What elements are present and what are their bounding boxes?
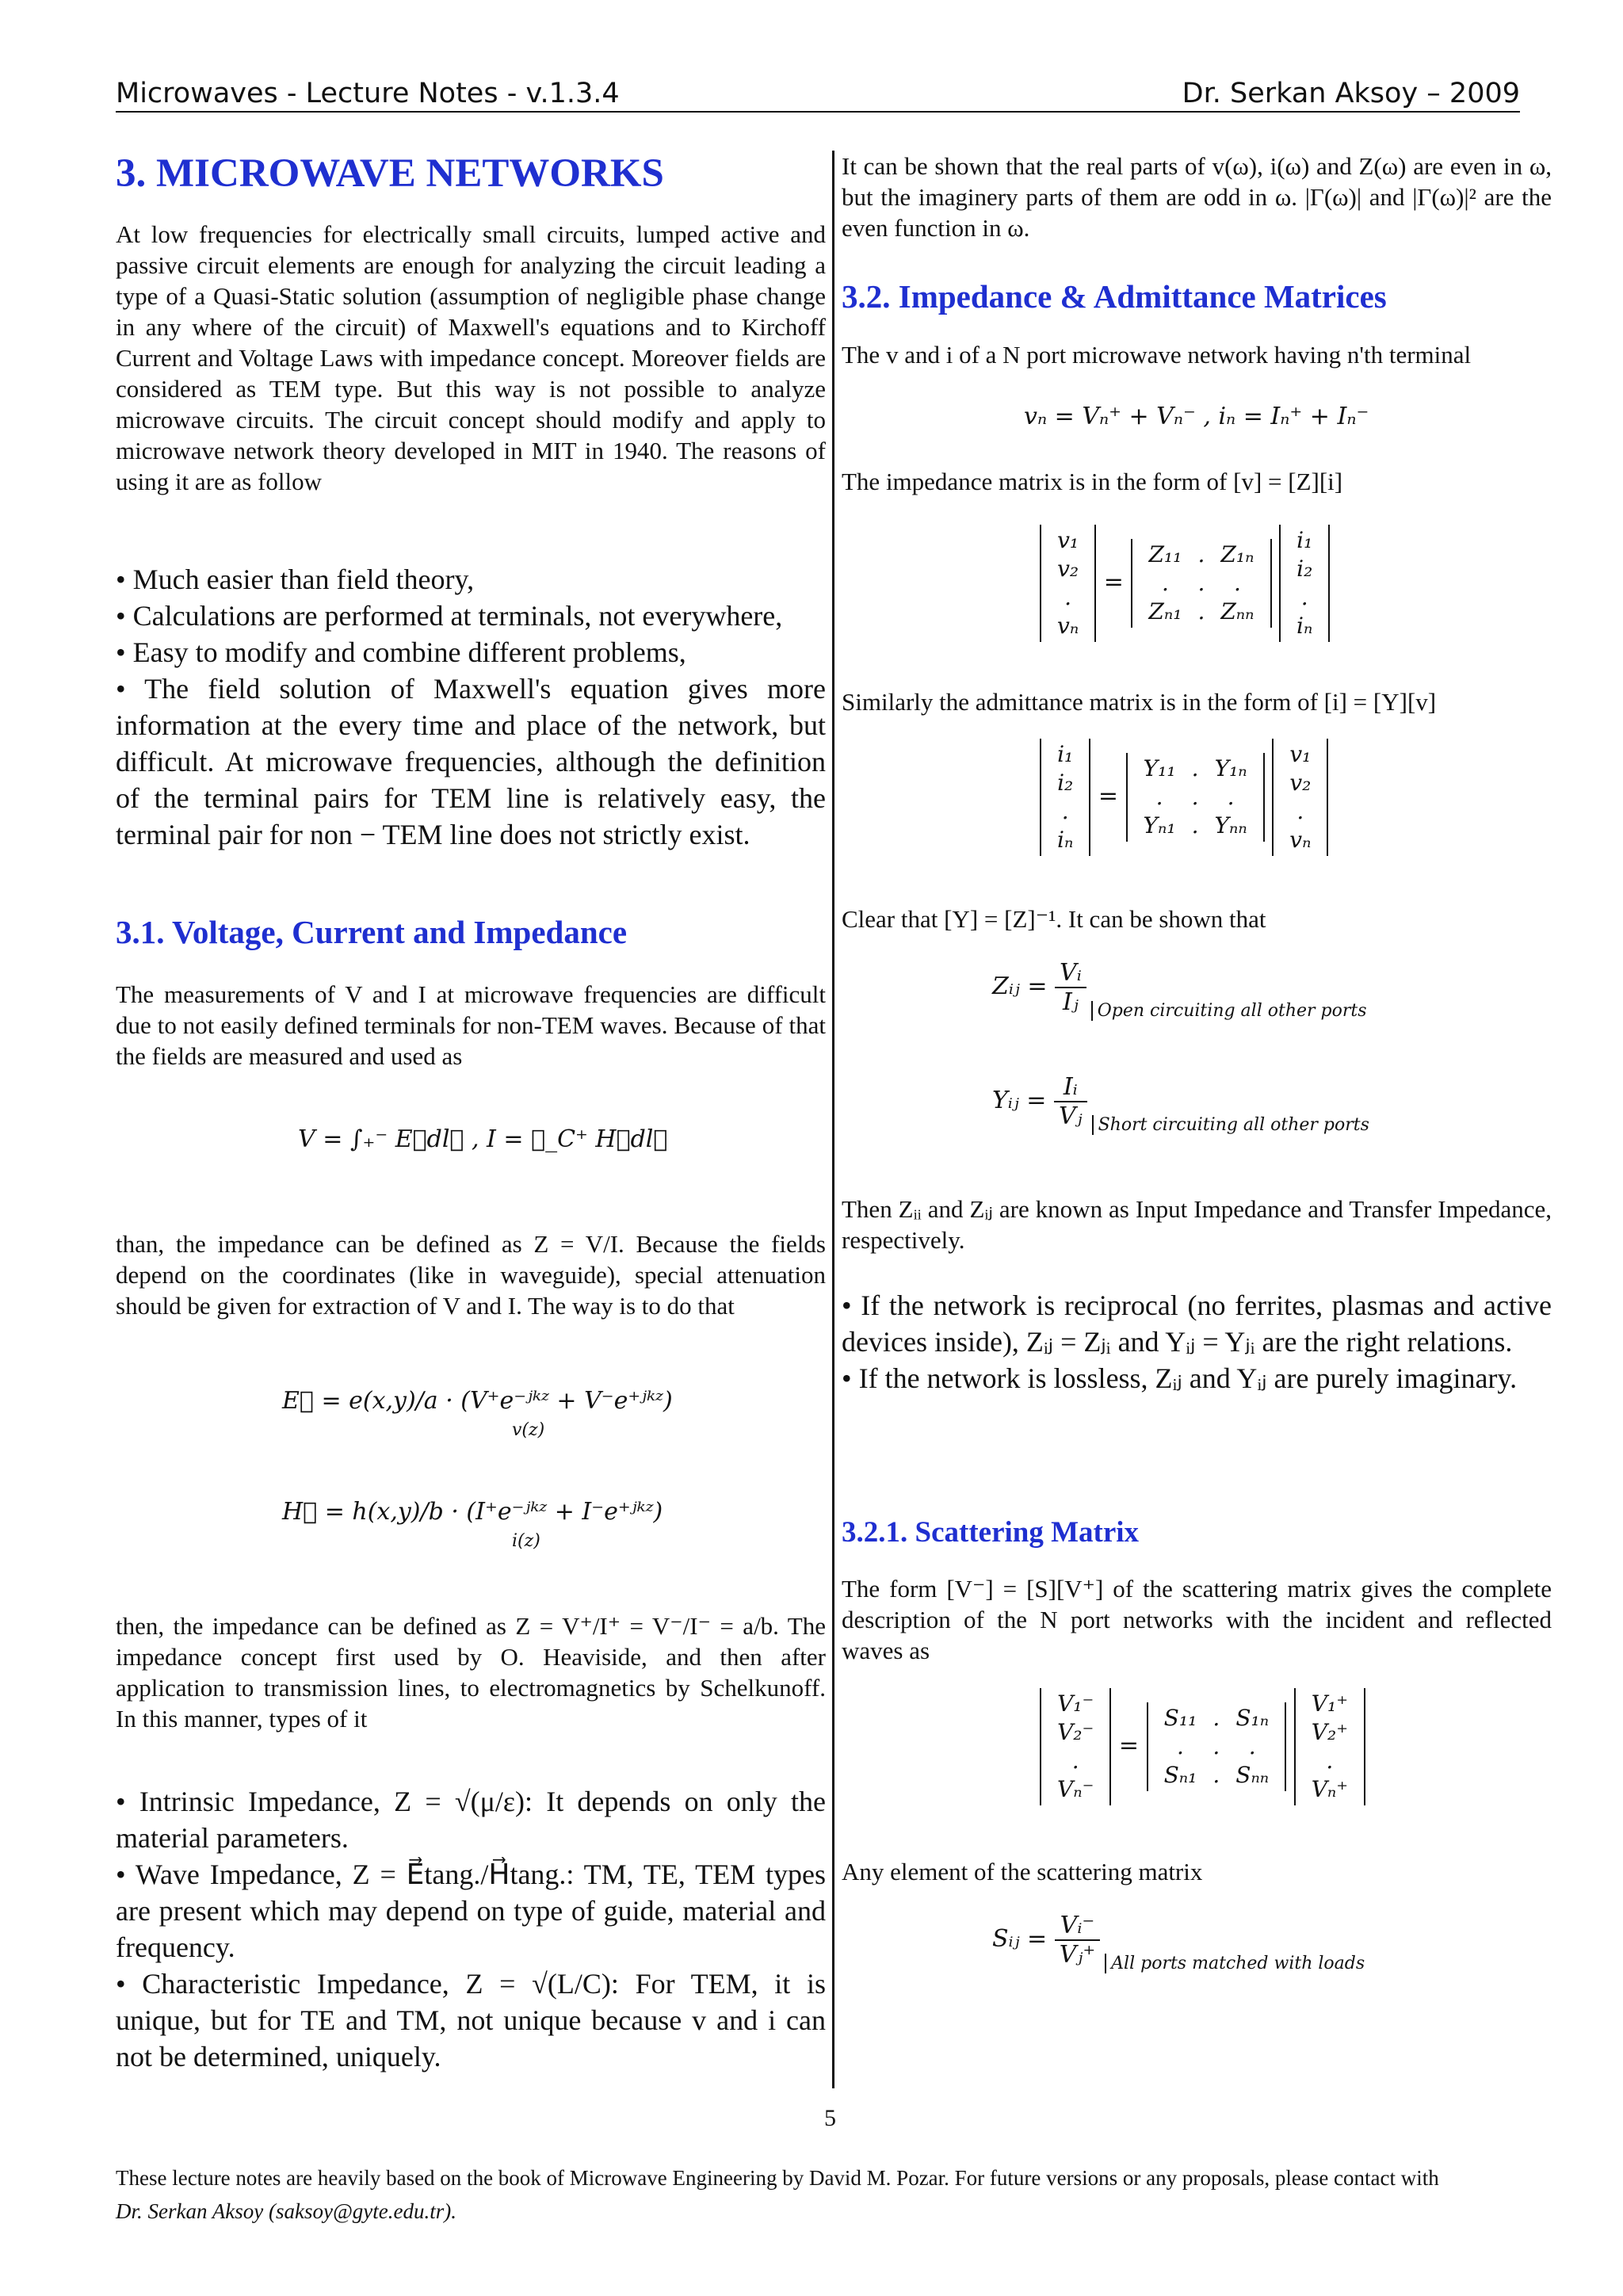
matrix-cell: S₁₁	[1163, 1705, 1197, 1731]
reasons-list	[116, 561, 826, 853]
fraction	[1055, 1912, 1100, 1969]
condition-label: Open circuiting all other ports	[1091, 1001, 1367, 1021]
list-item: • Calculations are performed at terminals, not everywhere,	[116, 600, 783, 632]
denominator: Iⱼ	[1062, 988, 1079, 1016]
matrix-rhs	[1272, 739, 1328, 856]
matrix-cell: .	[1233, 570, 1241, 596]
matrix-rhs	[1294, 1688, 1365, 1805]
matrix-cell: iₙ	[1057, 827, 1074, 853]
section-3-2-paragraph-3: Similarly the admittance matrix is in the form of [i] = [Y][v]	[842, 688, 1437, 716]
numerator: Vᵢ	[1055, 959, 1086, 988]
section-3-1-paragraph-1: The measurements of V and I at microwave frequencies are difficult due to not easily defined terminals for non-TEM waves. Because of that the fields are measured and used as	[116, 980, 826, 1070]
fraction	[1055, 959, 1086, 1016]
matrix-cell: Z₁₁	[1148, 541, 1182, 567]
section-3-2-paragraph-1: The v and i of a N port microwave network having n'th terminal	[842, 341, 1472, 369]
list-item: • Easy to modify and combine different problems,	[116, 636, 686, 668]
equation-port-quantities: vₙ = Vₙ⁺ + Vₙ⁻ , iₙ = Iₙ⁺ + Iₙ⁻	[1024, 403, 1369, 430]
matrix-cell: .	[1296, 798, 1304, 824]
matrix-cell: v₂	[1057, 556, 1079, 582]
equation-lhs: Yᵢⱼ =	[992, 1087, 1047, 1114]
parity-paragraph: It can be shown that the real parts of v(ω), i(ω) and Z(ω) are even in ω, but the imaginery parts of them are odd in ω. |Γ(ω)| and |Γ(ω)|² are the even function in ω.	[842, 152, 1552, 242]
matrix-cell: V₁⁺	[1311, 1690, 1348, 1717]
matrix-rhs	[1279, 525, 1330, 642]
matrix-cell: v₁	[1057, 527, 1079, 553]
matrix-cell: Y₁ₙ	[1214, 755, 1247, 781]
section-3-2-title: 3.2. Impedance & Admittance Matrices	[842, 278, 1387, 315]
matrix-cell: .	[1064, 584, 1072, 610]
matrix-body	[1131, 539, 1271, 628]
list-item: • The field solution of Maxwell's equation gives more information at the every time and place of the network, but difficult. At microwave frequencies, although the definition of the terminal pairs for TEM line is relatively easy, the terminal pair for non − TEM line does not strictly exist.	[116, 673, 826, 850]
matrix-cell: v₂	[1289, 770, 1312, 796]
matrix-cell: .	[1227, 784, 1235, 810]
matrix-cell: V₂⁺	[1311, 1719, 1348, 1745]
equation-electric-field: E⃗ = e(x,y)/a · (V⁺e⁻ʲᵏᶻ + V⁻e⁺ʲᵏᶻ)	[282, 1387, 673, 1415]
matrix-cell: S₁ₙ	[1235, 1705, 1270, 1731]
page-footer	[116, 2161, 1520, 2228]
page-header	[116, 76, 1520, 113]
matrix-lhs	[1040, 525, 1096, 642]
denominator: Vⱼ	[1058, 1102, 1083, 1130]
matrix-cell: .	[1197, 541, 1205, 567]
matrix-cell: .	[1071, 1748, 1079, 1774]
matrix-cell: Sₙ₁	[1163, 1762, 1197, 1788]
matrix-cell: Vₙ⁻	[1057, 1776, 1094, 1802]
impedance-types-list	[116, 1783, 826, 2075]
section-3-2-1-title: 3.2.1. Scattering Matrix	[842, 1516, 1140, 1549]
numerator: Iᵢ	[1054, 1073, 1087, 1102]
impedance-matrix-equation: v₁ v₂ . vₙ = Z₁₁ . Z₁ₙ . . . Zₙ₁ . Zₙₙ i₁ i₂ . iₙ	[1040, 525, 1330, 642]
matrix-cell: .	[1212, 1705, 1220, 1731]
equation-voltage-current: V = ∫₊⁻ E⃗dl⃗ , I = ∮_C⁺ H⃗dl⃗	[298, 1125, 668, 1153]
equation-electric-field-underbrace: v(z)	[512, 1420, 545, 1440]
matrix-cell: Sₙₙ	[1235, 1762, 1270, 1788]
matrix-cell: Zₙₙ	[1220, 598, 1254, 625]
matrix-cell: .	[1197, 598, 1205, 625]
matrix-cell: .	[1300, 584, 1308, 610]
matrix-body	[1126, 753, 1265, 842]
matrix-cell: vₙ	[1289, 827, 1312, 853]
matrix-cell: i₂	[1057, 770, 1074, 796]
footer-line-2: Dr. Serkan Aksoy (saksoy@gyte.edu.tr).	[116, 2199, 456, 2223]
footer-line-1: These lecture notes are heavily based on the book of Microwave Engineering by David M. Pozar. For future versions or any proposals, please contact with	[116, 2166, 1439, 2190]
equation-z-ij	[992, 959, 1367, 1023]
matrix-cell: .	[1212, 1733, 1220, 1759]
scattering-matrix-equation: V₁⁻ V₂⁻ . Vₙ⁻ = S₁₁ . S₁ₙ . . . Sₙ₁ . Sₙₙ V₁⁺ V₂⁺ . Vₙ⁺	[1040, 1688, 1365, 1805]
equation-lhs: Sᵢⱼ =	[992, 1925, 1048, 1953]
matrix-cell: Zₙ₁	[1148, 598, 1182, 625]
matrix-cell: Z₁ₙ	[1220, 541, 1254, 567]
matrix-cell: Vₙ⁺	[1311, 1776, 1349, 1802]
section-3-2-1-paragraph-1: The form [V⁻] = [S][V⁺] of the scattering matrix gives the complete description of the N port networks with the incident and reflected waves as	[842, 1575, 1552, 1664]
matrix-cell: V₂⁻	[1057, 1719, 1094, 1745]
header-left: Microwaves - Lecture Notes - v.1.3.4	[116, 78, 620, 109]
network-properties-list	[842, 1287, 1552, 1396]
matrix-cell: vₙ	[1057, 613, 1079, 639]
matrix-cell: Yₙ₁	[1143, 812, 1176, 839]
matrix-cell: .	[1212, 1762, 1220, 1788]
list-item: • Characteristic Impedance, Z = √(L/C): For TEM, it is unique, but for TE and TM, not unique because v and i can not be determined, uniquely.	[116, 1968, 826, 2073]
equation-s-ij	[992, 1912, 1365, 1976]
list-item: • If the network is lossless, Zᵢⱼ and Yᵢⱼ are purely imaginary.	[842, 1362, 1518, 1394]
column-divider	[832, 151, 834, 2088]
denominator: Vⱼ⁺	[1059, 1941, 1096, 1969]
section-3-2-1-paragraph-2: Any element of the scattering matrix	[842, 1858, 1203, 1885]
matrix-cell: .	[1177, 1733, 1184, 1759]
numerator: Vᵢ⁻	[1055, 1912, 1100, 1941]
equation-y-ij	[992, 1073, 1369, 1137]
matrix-cell: v₁	[1289, 741, 1312, 767]
matrix-lhs	[1040, 1688, 1111, 1805]
section-3-1-paragraph-2: than, the impedance can be defined as Z = V/I. Because the fields depend on the coordinates (like in waveguide), special attenuation should be given for extraction of V and I. The way is to do that	[116, 1230, 826, 1320]
matrix-cell: i₁	[1296, 527, 1313, 553]
matrix-cell: Yₙₙ	[1214, 812, 1247, 839]
matrix-cell: V₁⁻	[1057, 1690, 1094, 1717]
chapter-title: 3. MICROWAVE NETWORKS	[116, 151, 664, 196]
matrix-cell: .	[1155, 784, 1163, 810]
fraction	[1054, 1073, 1087, 1130]
equation-magnetic-field: H⃗ = h(x,y)/b · (I⁺e⁻ʲᵏᶻ + I⁻e⁺ʲᵏᶻ)	[282, 1498, 663, 1526]
list-item: • Intrinsic Impedance, Z = √(μ/ε): It depends on only the material parameters.	[116, 1786, 826, 1854]
section-3-1-title: 3.1. Voltage, Current and Impedance	[116, 914, 628, 950]
matrix-cell: .	[1061, 798, 1069, 824]
intro-paragraph: At low frequencies for electrically small circuits, lumped active and passive circuit elements are enough for analyzing the circuit leading a type of a Quasi-Static solution (assumption of negligible phase change in any where of the circuit) of Maxwell's equations and to Kirchoff Current and Voltage Laws with impedance concept. Moreover fields are considered as TEM type. But this way is not possible to analyze microwave circuits. The circuit concept should modify and apply to microwave network theory developed in MIT in 1940. The reasons of using it are as follow	[116, 220, 826, 495]
admittance-matrix-equation: i₁ i₂ . iₙ = Y₁₁ . Y₁ₙ . . . Yₙ₁ . Yₙₙ v₁ v₂ . vₙ	[1040, 739, 1328, 856]
matrix-cell: i₂	[1296, 556, 1313, 582]
header-right: Dr. Serkan Aksoy – 2009	[1182, 78, 1520, 109]
condition-label: All ports matched with loads	[1105, 1954, 1365, 1973]
matrix-cell: .	[1326, 1748, 1334, 1774]
equation-magnetic-field-underbrace: i(z)	[512, 1531, 540, 1551]
matrix-lhs	[1040, 739, 1090, 856]
matrix-cell: .	[1161, 570, 1169, 596]
matrix-cell: .	[1191, 755, 1199, 781]
section-3-2-paragraph-2: The impedance matrix is in the form of [v] = [Z][i]	[842, 468, 1343, 495]
matrix-cell: .	[1197, 570, 1205, 596]
matrix-cell: i₁	[1057, 741, 1074, 767]
condition-label: Short circuiting all other ports	[1092, 1115, 1369, 1135]
list-item: • If the network is reciprocal (no ferrites, plasmas and active devices inside), Zᵢⱼ = Zⱼᵢ and Yᵢⱼ = Yⱼᵢ are the right relations.	[842, 1289, 1552, 1358]
list-item: • Much easier than field theory,	[116, 563, 475, 595]
section-3-2-paragraph-5: Then Zᵢᵢ and Zᵢⱼ are known as Input Impedance and Transfer Impedance, respectively.	[842, 1195, 1552, 1254]
section-3-2-paragraph-4: Clear that [Y] = [Z]⁻¹. It can be shown that	[842, 905, 1266, 933]
matrix-body	[1147, 1702, 1287, 1791]
matrix-cell: iₙ	[1296, 613, 1313, 639]
matrix-cell: .	[1248, 1733, 1256, 1759]
matrix-cell: .	[1191, 812, 1199, 839]
equation-lhs: Zᵢⱼ =	[992, 972, 1048, 1000]
matrix-cell: .	[1191, 784, 1199, 810]
matrix-cell: Y₁₁	[1143, 755, 1176, 781]
list-item: • Wave Impedance, Z = E⃗tang./H⃗tang.: TM, TE, TEM types are present which may depend on type of guide, material and frequency.	[116, 1859, 826, 1963]
page-number: 5	[824, 2105, 836, 2131]
section-3-1-paragraph-3: then, the impedance can be defined as Z = V⁺/I⁺ = V⁻/I⁻ = a/b. The impedance concept first used by O. Heaviside, and then after application to transmission lines, to electromagnetics by Schelkunoff. In this manner, types of it	[116, 1612, 826, 1733]
